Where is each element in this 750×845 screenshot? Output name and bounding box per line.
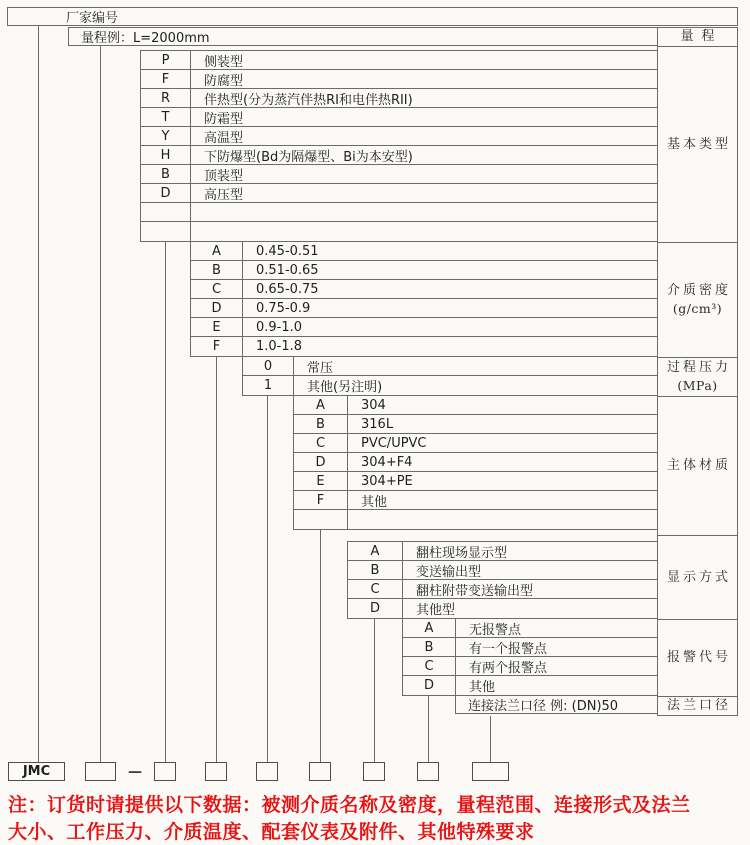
alarm-table — [402, 618, 657, 696]
table-row — [141, 70, 657, 89]
code-cell: D — [348, 599, 403, 618]
range-example-label: 量程例：L=2000mm — [81, 31, 210, 46]
code-cell: A — [348, 542, 403, 560]
desc-cell: 无报警点 — [469, 622, 522, 637]
table-row — [294, 396, 657, 415]
side-label-density: 介质密度 (g/cm³) — [658, 243, 737, 358]
desc-cell: 0.75-0.9 — [256, 300, 311, 316]
code-cell — [294, 510, 348, 529]
side-label-range: 量程 — [658, 28, 737, 47]
table-row — [403, 619, 657, 638]
table-row — [294, 472, 657, 491]
table-row — [294, 434, 657, 453]
connector-line-density — [216, 357, 217, 762]
code-box-alarm — [417, 762, 439, 781]
desc-cell: 316L — [361, 416, 394, 432]
table-row — [294, 453, 657, 472]
desc-cell: 翻柱现场显示型 — [416, 545, 508, 560]
desc-cell: 其他(另注明) — [307, 380, 383, 395]
code-cell: F — [141, 70, 191, 88]
code-cell: T — [141, 108, 191, 126]
desc-cell — [191, 222, 657, 241]
table-row — [294, 415, 657, 434]
table-row — [191, 261, 657, 280]
desc-cell: 变送输出型 — [416, 564, 482, 579]
code-cell: 1 — [243, 376, 294, 395]
connector-line-factory — [38, 26, 39, 762]
code-cell: A — [294, 396, 348, 414]
table-row — [243, 376, 657, 395]
table-row-empty — [141, 203, 657, 222]
code-cell: A — [191, 242, 243, 260]
flange-size-row — [455, 695, 657, 714]
desc-cell: 有两个报警点 — [469, 660, 548, 675]
desc-cell: 伴热型(分为蒸汽伴热RI和电伴热RII) — [204, 92, 413, 107]
code-cell — [141, 222, 191, 241]
table-row — [348, 599, 657, 618]
table-row — [191, 318, 657, 337]
table-row-empty — [294, 510, 657, 529]
material-table — [293, 395, 657, 530]
table-row — [294, 491, 657, 510]
connector-line-alarm — [428, 696, 429, 762]
code-cell: E — [191, 318, 243, 336]
code-cell: C — [403, 657, 456, 675]
desc-cell: 高温型 — [204, 130, 244, 145]
range-example-row — [68, 27, 657, 46]
flange-size-label: 连接法兰口径 例: (DN)50 — [468, 699, 619, 714]
code-cell: 0 — [243, 357, 294, 375]
code-cell: H — [141, 146, 191, 164]
table-row — [243, 357, 657, 376]
desc-cell: 高压型 — [204, 187, 244, 202]
table-row — [403, 638, 657, 657]
code-cell: B — [403, 638, 456, 656]
side-label-alarm: 报警代号 — [658, 620, 737, 697]
code-cell: A — [403, 619, 456, 637]
code-box-pressure — [256, 762, 278, 781]
connector-line-basic-type — [165, 242, 166, 762]
category-label-strip — [657, 27, 738, 716]
factory-number-label: 厂家编号 — [66, 11, 119, 26]
table-row — [141, 108, 657, 127]
table-row — [141, 146, 657, 165]
code-box-flange — [472, 762, 509, 781]
desc-cell: 侧装型 — [204, 54, 244, 69]
table-row — [141, 127, 657, 146]
table-row — [191, 337, 657, 356]
desc-cell: 1.0-1.8 — [256, 339, 303, 354]
desc-cell: 0.51-0.65 — [256, 262, 319, 278]
table-row — [191, 280, 657, 299]
code-cell: E — [294, 472, 348, 490]
density-table — [190, 241, 657, 357]
side-label-flange: 法兰口径 — [666, 698, 731, 714]
code-cell: D — [191, 299, 243, 317]
desc-cell: 防霜型 — [204, 111, 244, 126]
desc-cell: 常压 — [307, 360, 334, 375]
table-row — [141, 165, 657, 184]
desc-cell: 翻柱附带变送输出型 — [416, 583, 534, 598]
connector-line-material — [320, 530, 321, 762]
side-label-display: 显示方式 — [658, 536, 737, 620]
desc-cell: 其他 — [469, 680, 496, 695]
code-cell: C — [294, 434, 348, 452]
code-box-basic-type — [154, 762, 176, 781]
display-mode-table — [347, 541, 657, 619]
code-cell: B — [141, 165, 191, 183]
code-box-range — [85, 762, 116, 781]
ordering-note-line2: 大小、工作压力、介质温度、配套仪表及附件、其他特殊要求 — [8, 821, 535, 843]
side-label-basic-type: 基本类型 — [658, 47, 737, 243]
desc-cell: 下防爆型(Bd为隔爆型、Bi为本安型) — [204, 149, 413, 164]
ordering-note-line1: 注：订货时请提供以下数据：被测介质名称及密度，量程范围、连接形式及法兰 — [8, 794, 691, 816]
code-cell — [141, 203, 191, 221]
code-cell: D — [141, 184, 191, 202]
connector-line-pressure — [267, 396, 268, 762]
table-row — [141, 89, 657, 108]
code-cell: B — [191, 261, 243, 279]
desc-cell: 防腐型 — [204, 73, 244, 88]
table-row — [141, 184, 657, 203]
code-box-material — [309, 762, 331, 781]
desc-cell: 0.9-1.0 — [256, 319, 303, 335]
code-cell: R — [141, 89, 191, 107]
code-cell: F — [191, 337, 243, 356]
model-prefix-box: JMC — [8, 762, 65, 781]
connector-line-display — [374, 619, 375, 762]
desc-cell: 304 — [361, 397, 386, 413]
basic-type-table — [140, 50, 657, 242]
desc-cell: 304+F4 — [361, 454, 413, 470]
table-row — [403, 657, 657, 676]
code-cell: C — [191, 280, 243, 298]
desc-cell: PVC/UPVC — [361, 435, 427, 451]
desc-cell — [191, 203, 657, 221]
desc-cell: 304+PE — [361, 473, 413, 489]
pressure-table — [242, 356, 657, 396]
table-row-empty — [141, 222, 657, 241]
code-cell: C — [348, 580, 403, 598]
code-cell: B — [348, 561, 403, 579]
code-cell: Y — [141, 127, 191, 145]
table-row — [191, 242, 657, 261]
connector-line-flange — [490, 716, 491, 762]
desc-cell — [348, 510, 657, 529]
side-label-pressure: 过程压力 (MPa) — [658, 358, 737, 397]
desc-cell: 0.45-0.51 — [256, 243, 319, 259]
code-cell: D — [403, 676, 456, 695]
desc-cell: 有一个报警点 — [469, 641, 548, 656]
desc-cell: 顶装型 — [204, 168, 244, 183]
table-row — [348, 580, 657, 599]
desc-cell: 其他 — [361, 494, 388, 509]
table-row — [403, 676, 657, 695]
desc-cell: 其他型 — [416, 603, 456, 618]
code-box-display — [363, 762, 385, 781]
code-separator-dash: — — [128, 763, 142, 780]
table-row — [191, 299, 657, 318]
table-row — [348, 561, 657, 580]
desc-cell: 0.65-0.75 — [256, 281, 319, 297]
table-row — [348, 542, 657, 561]
table-row — [141, 51, 657, 70]
code-cell: F — [294, 491, 348, 509]
side-label-material: 主体材质 — [658, 397, 737, 536]
code-cell: B — [294, 415, 348, 433]
connector-line-range — [100, 46, 101, 762]
ordering-note — [8, 792, 746, 845]
factory-number-row — [7, 7, 738, 26]
code-cell: P — [141, 51, 191, 69]
code-cell: D — [294, 453, 348, 471]
code-box-density — [205, 762, 227, 781]
